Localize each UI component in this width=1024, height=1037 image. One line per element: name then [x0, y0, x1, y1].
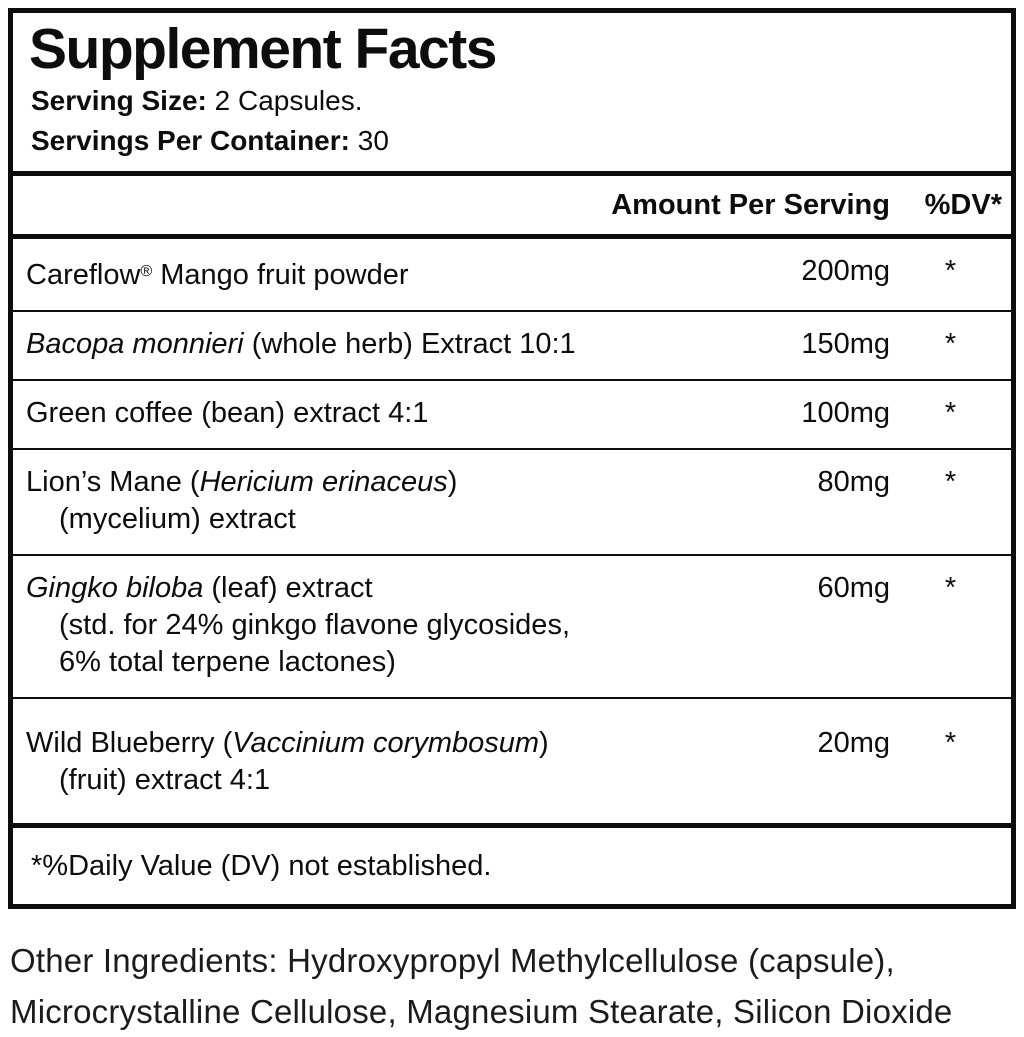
servings-per-container-value: 30 [357, 124, 389, 156]
ingredient-dv: * [944, 327, 957, 360]
table-header-row [13, 176, 1011, 234]
ingredient-name-line: Lion’s Mane (Hericium erinaceus) [26, 465, 458, 498]
ingredient-name-line: (mycelium) extract [59, 502, 296, 535]
other-ingredients [10, 935, 1016, 1037]
ingredient-name [26, 253, 740, 294]
ingredient-dv: * [944, 571, 957, 604]
ingredient-name-line: 6% total terpene lactones) [59, 645, 396, 678]
other-ingredients-line-1: Other Ingredients: Hydroxypropyl Methylcellulose (capsule), [10, 941, 895, 979]
ingredient-amount: 60mg [817, 571, 890, 604]
servings-per-container-label: Servings Per Container: [31, 124, 350, 156]
dv-header: %DV* [924, 188, 1002, 221]
ingredient-row [13, 239, 1011, 310]
ingredient-row [13, 450, 1011, 554]
supplement-facts-panel [8, 8, 1016, 909]
footnote-row [13, 828, 1011, 904]
serving-size-label: Serving Size: [31, 84, 207, 116]
serving-size-line [29, 81, 997, 121]
ingredient-dv: * [944, 254, 957, 287]
ingredient-name-line: Bacopa monnieri (whole herb) Extract 10:1 [26, 327, 576, 360]
ingredient-name-line: Gingko biloba (leaf) extract [26, 571, 373, 604]
ingredient-name-line: Wild Blueberry (Vaccinium corymbosum) [26, 726, 549, 759]
ingredient-name [26, 395, 740, 432]
amount-per-serving-header: Amount Per Serving [611, 188, 890, 221]
ingredient-rows [13, 239, 1011, 823]
ingredient-name-line: Green coffee (bean) extract 4:1 [26, 396, 429, 429]
ingredient-amount: 150mg [801, 327, 890, 360]
ingredient-row [13, 556, 1011, 697]
ingredient-dv: * [944, 726, 957, 759]
ingredient-amount: 80mg [817, 465, 890, 498]
daily-value-footnote: *%Daily Value (DV) not established. [31, 849, 492, 882]
panel-title: Supplement Facts [29, 17, 496, 81]
ingredient-row [13, 699, 1011, 823]
ingredient-dv: * [944, 396, 957, 429]
ingredient-name-line: Careflow® Mango fruit powder [26, 258, 409, 291]
ingredient-name-line: (std. for 24% ginkgo flavone glycosides, [59, 608, 570, 641]
ingredient-row [13, 381, 1011, 448]
servings-per-container-line [29, 121, 997, 161]
ingredient-name [26, 464, 740, 538]
ingredient-name [26, 326, 740, 363]
ingredient-amount: 20mg [817, 726, 890, 759]
ingredient-row [13, 312, 1011, 379]
ingredient-amount: 100mg [801, 396, 890, 429]
panel-head [13, 13, 1011, 171]
ingredient-amount: 200mg [801, 254, 890, 287]
ingredient-name [26, 570, 740, 681]
ingredient-dv: * [944, 465, 957, 498]
other-ingredients-line-2: Microcrystalline Cellulose, Magnesium Stearate, Silicon Dioxide [10, 992, 953, 1030]
ingredient-name [26, 725, 740, 799]
serving-size-value: 2 Capsules. [214, 84, 363, 116]
ingredient-name-line: (fruit) extract 4:1 [59, 763, 271, 796]
